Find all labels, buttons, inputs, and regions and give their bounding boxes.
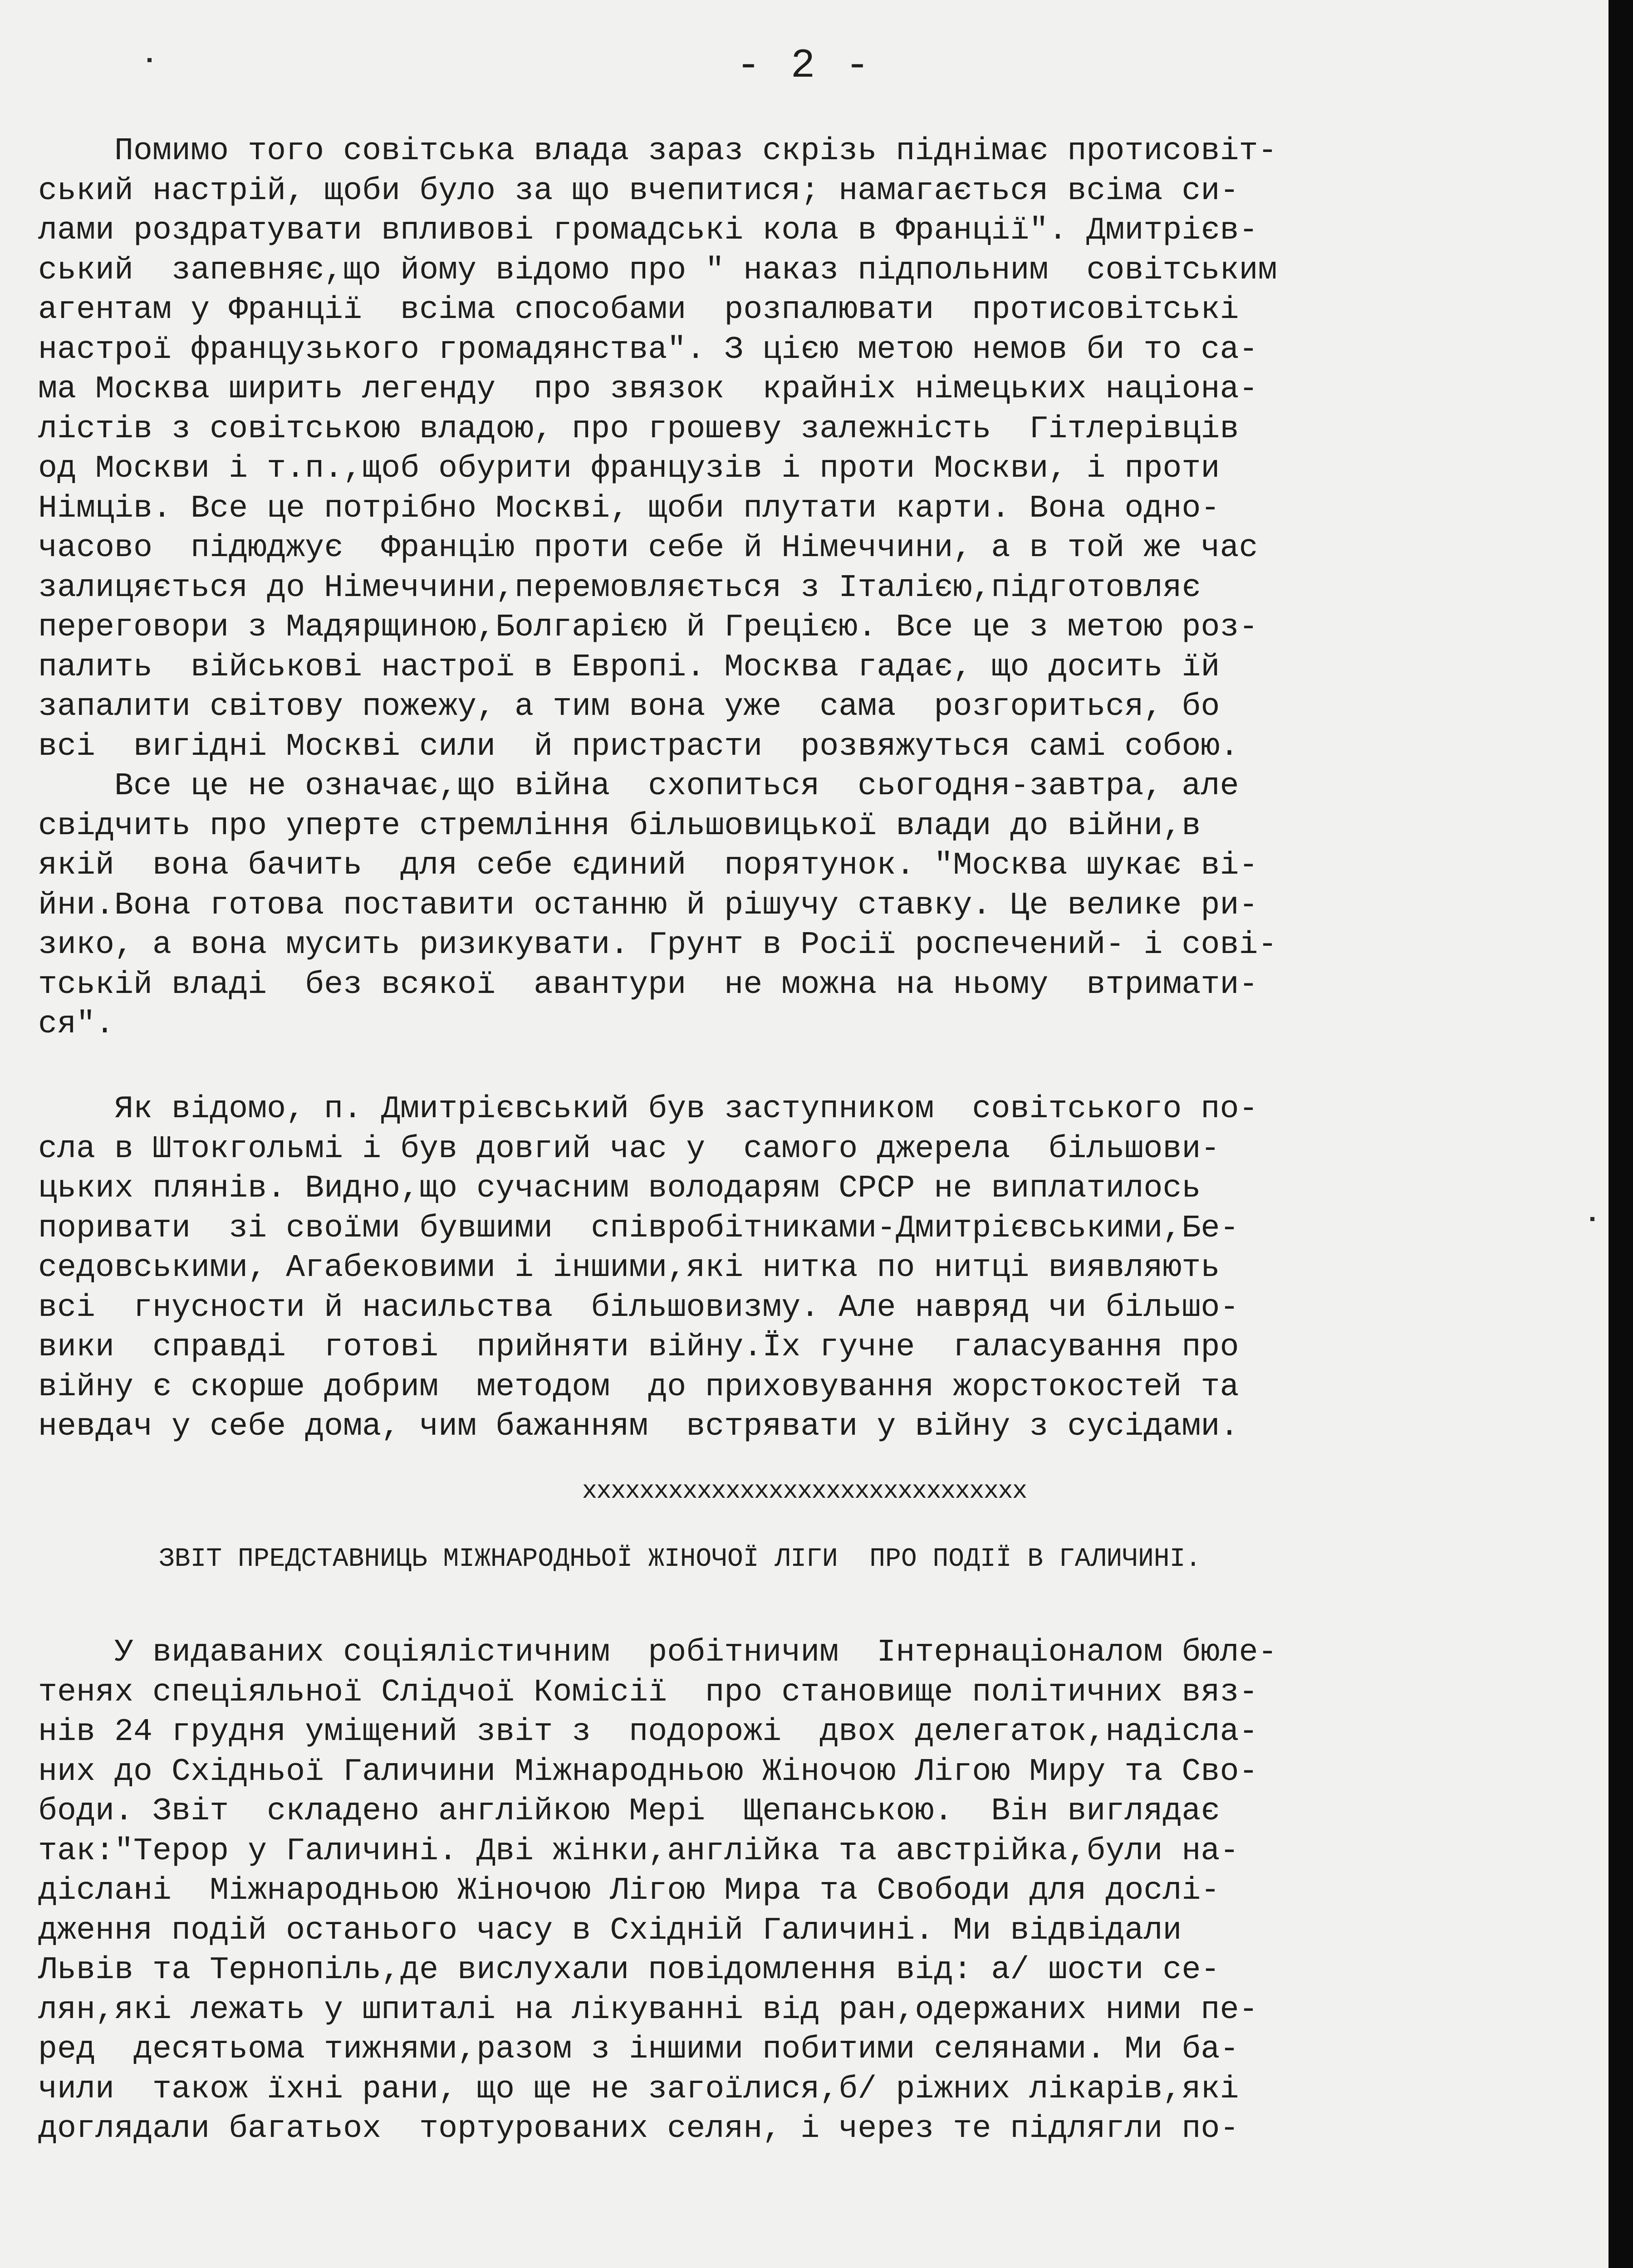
text-line: ма Москва ширить легенду про звязок крайніх німецьких націона- [0, 371, 1258, 407]
text-line: вики справді готові прийняти війну.Їх гучне галасування про [0, 1330, 1239, 1365]
text-line: переговори з Мадярщиною,Болгарією й Грецією. Все це з метою роз- [0, 610, 1258, 645]
text-line: У видаваних соціялістичним робітничим Інтернаціоналом бюле- [0, 1635, 1277, 1671]
text-line: дження подій останього часу в Східній Галичині. Ми відвідали [0, 1912, 1182, 1949]
text-line: невдач у себе дома, чим бажанням встрявати у війну з сусідами. [0, 1409, 1239, 1445]
text-line: боди. Звіт складено англійкою Мері Щепанською. Він виглядає [0, 1794, 1220, 1829]
text-line: всі гнусности й насильства більшовизму. Але навряд чи більшо- [0, 1290, 1239, 1326]
text-line: ський настрій, щоби було за що вчепитися; намагається всіма си- [0, 173, 1239, 209]
text-line: Німців. Все це потрібно Москві, щоби плутати карти. Вона одно- [0, 490, 1220, 527]
text-line: Як відомо, п. Дмитрієвський був заступником совітського по- [0, 1091, 1258, 1127]
text-line: од Москви і т.п.,щоб обурити французів і проти Москви, і проти [0, 451, 1220, 487]
section-separator: xxxxxxxxxxxxxxxxxxxxxxxxxxxxxxx [582, 1476, 1027, 1505]
text-line: йни.Вона готова поставити останню й рішучу ставку. Це велике ри- [0, 887, 1258, 924]
text-line: так:"Терор у Галичині. Дві жінки,англійка та австрійка,були на- [0, 1833, 1239, 1869]
text-line: лами роздратувати впливові громадські кола в Франції". Дмитрієв- [0, 213, 1258, 249]
text-line: ський запевняє,що йому відомо про " наказ підпольним совітським [0, 252, 1277, 288]
text-line: Львів та Тернопіль,де вислухали повідомлення від: а/ шости се- [0, 1952, 1220, 1988]
text-line: Помимо того совітська влада зараз скрізь піднімає протисовіт- [0, 133, 1277, 169]
text-line: нів 24 грудня уміщений звіт з подорожі двох делегаток,надісла- [0, 1714, 1258, 1750]
text-line: них до Східньої Галичини Міжнародньою Жіночою Лігою Миру та Сво- [0, 1754, 1258, 1790]
section-heading: ЗВІТ ПРЕДСТАВНИЦЬ МІЖНАРОДНЬОЇ ЖІНОЧОЇ ЛІГИ ПРО ПОДІЇ В ГАЛИЧИНІ. [159, 1545, 1201, 1574]
text-line: всі вигідні Москві сили й пристрасти розвяжуться самі собою. [0, 728, 1239, 765]
text-line: палить військові настрої в Европі. Москва гадає, що досить їй [0, 649, 1220, 685]
text-line: тській владі без всякої авантури не можна на ньому втримати- [0, 967, 1258, 1003]
paragraph-3 [0, 1090, 1608, 1447]
text-line: залицяється до Німеччини,перемовляється з Італією,підготовляє [0, 570, 1201, 606]
text-line: поривати зі своїми бувшими співробітниками-Дмитрієвськими,Бе- [0, 1210, 1239, 1246]
text-line: ся". [0, 1007, 115, 1042]
text-line: війну є скорше добрим методом до приховування жорстокостей та [0, 1369, 1239, 1405]
paragraph-report [0, 1633, 1608, 2149]
text-line: зико, а вона мусить ризикувати. Грунт в Росії роспечений- і сові- [0, 927, 1277, 963]
text-line: запалити світову пожежу, а тим вона уже сама розгориться, бо [0, 689, 1220, 725]
scan-border-right [1608, 0, 1633, 2268]
text-line: чили також їхні рани, що ще не загоїлися,б/ ріжних лікарів,які [0, 2071, 1239, 2107]
text-line: тенях спеціяльної Слідчої Комісії про становище політичних вяз- [0, 1674, 1258, 1711]
text-line: сла в Штокгольмі і був довгий час у самого джерела більшови- [0, 1131, 1220, 1167]
text-line: діслані Міжнародньою Жіночою Лігою Мира та Свободи для дослі- [0, 1873, 1220, 1909]
text-line: цьких плянів. Видно,що сучасним володарям СРСР не виплатилось [0, 1171, 1201, 1207]
text-line: свідчить про уперте стремління більшовицької влади до війни,в [0, 808, 1201, 844]
page-number: - 2 - [736, 43, 873, 89]
text-line: седовськими, Агабековими і іншими,які нитка по нитці виявляють [0, 1250, 1220, 1286]
text-line: лян,які лежать у шпиталі на лікуванні від ран,одержаних ними пе- [0, 1992, 1258, 2028]
paragraph-1 [0, 132, 1608, 767]
text-line: часово підюджує Францію проти себе й Німеччини, а в той же час [0, 530, 1258, 566]
text-line: доглядали багатьох тортурованих селян, і через те підлягли по- [0, 2111, 1239, 2147]
text-line: якій вона бачить для себе єдиний порятунок. "Москва шукає ві- [0, 848, 1258, 884]
text-line: лістів з совітською владою, про грошеву залежність Гітлерівців [0, 411, 1239, 447]
text-line: агентам у Франції всіма способами розпалювати протисовітські [0, 292, 1239, 328]
text-line: Все це не означає,що війна схопиться сьогодня-завтра, але [0, 768, 1239, 804]
paragraph-2 [0, 767, 1608, 1045]
text-line: настрої французького громадянства". З цією метою немов би то са- [0, 332, 1258, 368]
text-line: ред десятьома тижнями,разом з іншими побитими селянами. Ми ба- [0, 2032, 1239, 2068]
